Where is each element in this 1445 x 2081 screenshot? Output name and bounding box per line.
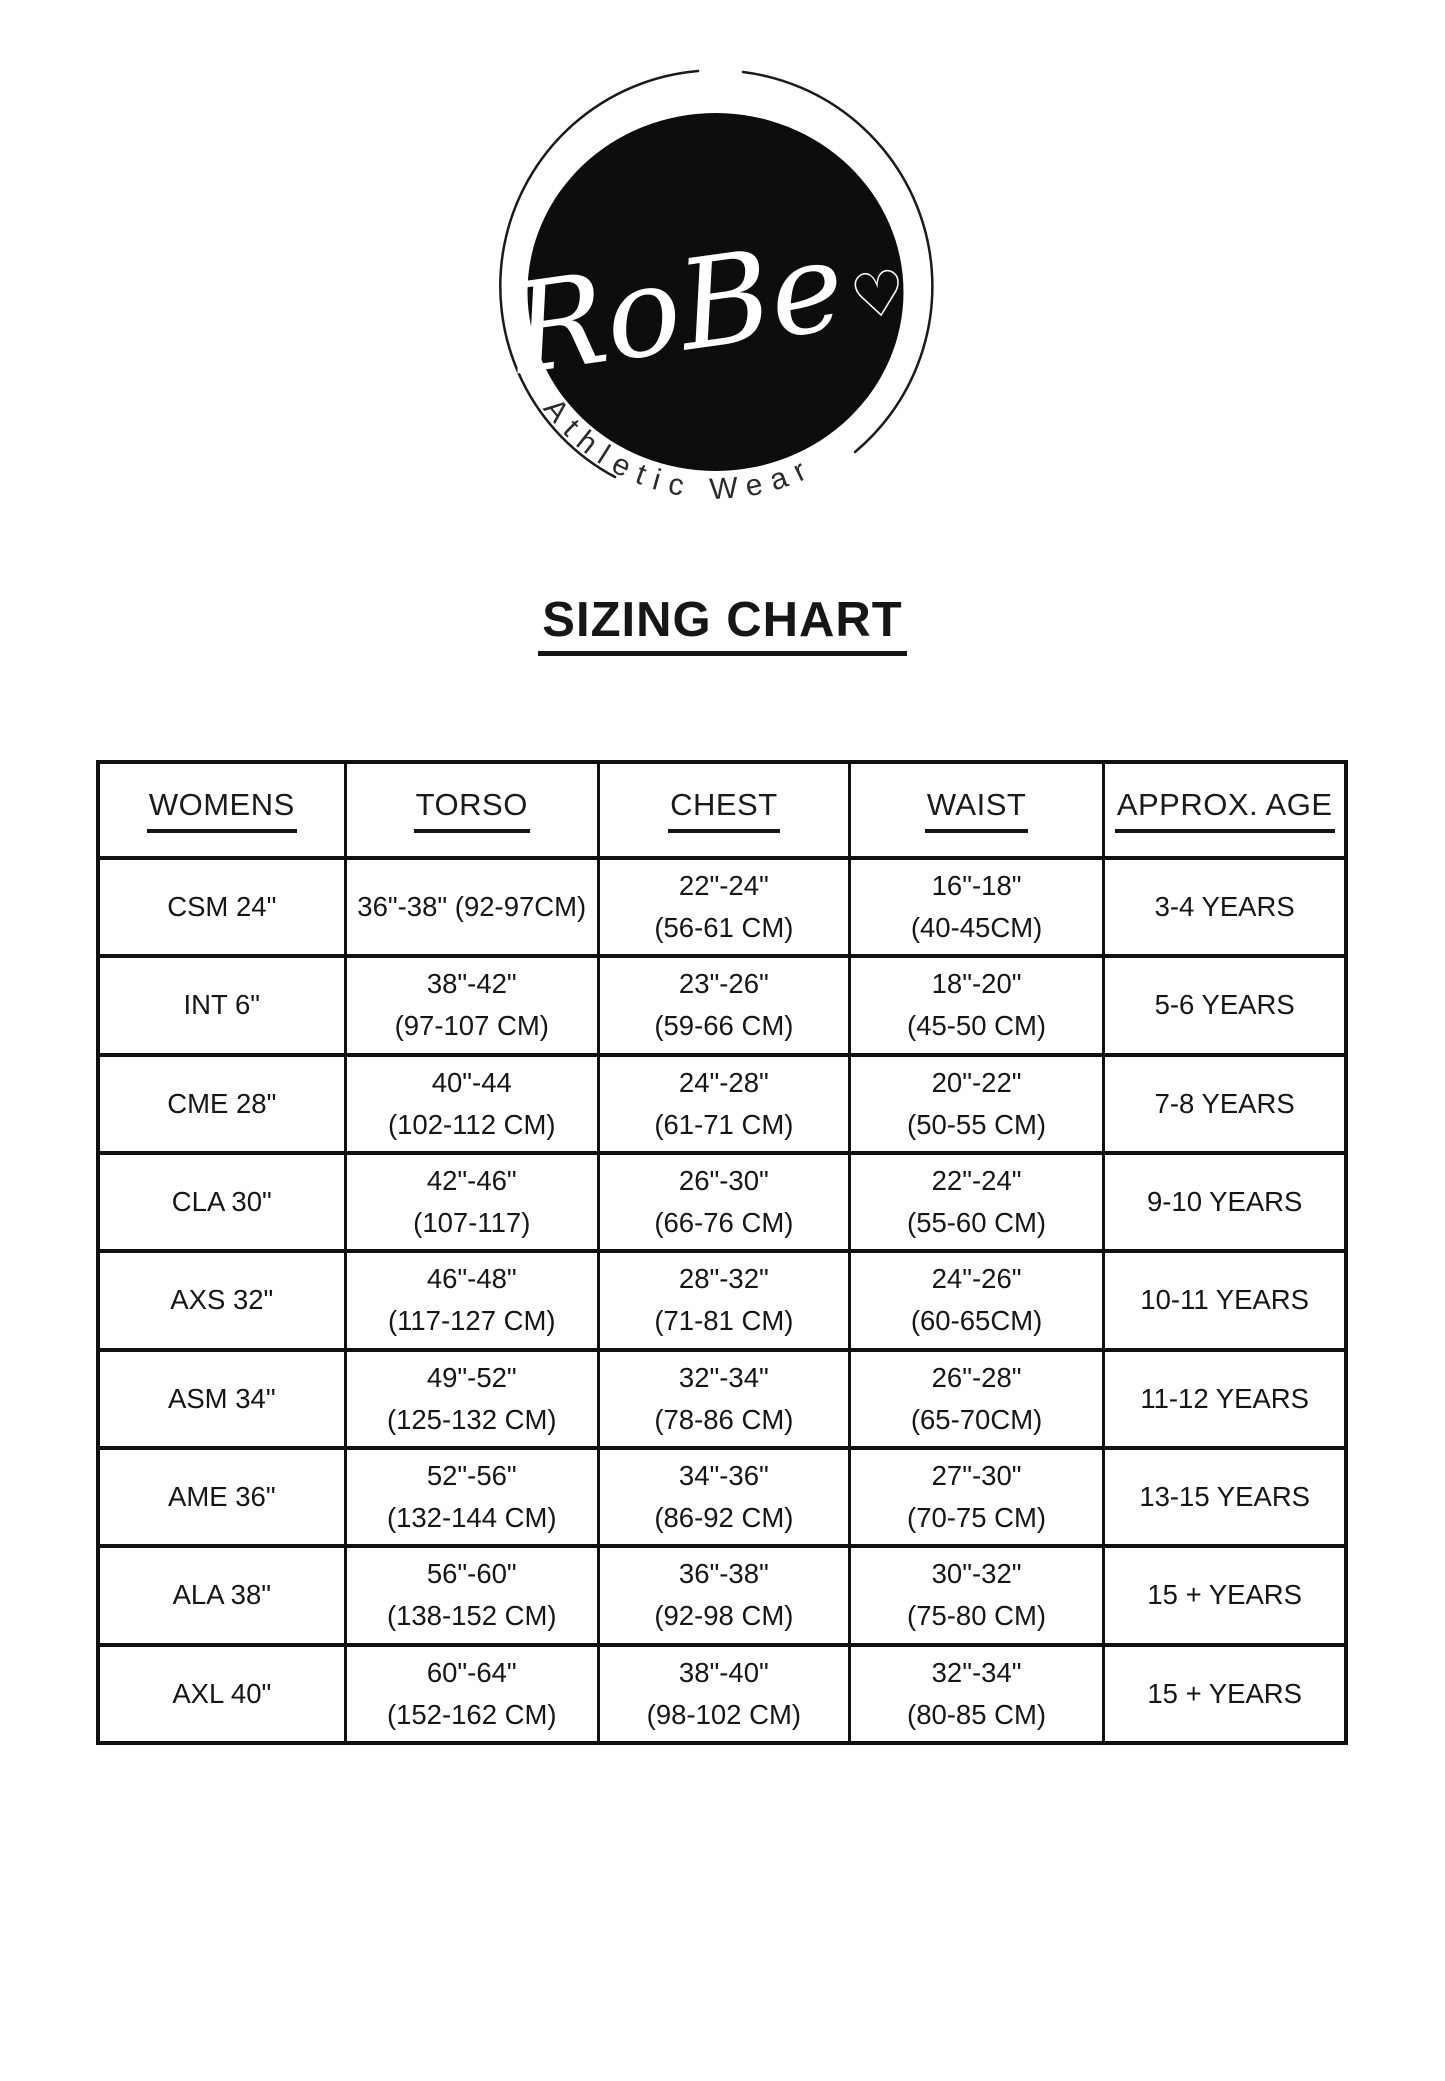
- cell-line: (125-132 CM): [386, 1403, 557, 1435]
- cell-line: 9-10 YEARS: [1146, 1186, 1303, 1218]
- cell-chest: [598, 1645, 849, 1743]
- brand-script-text: RoBe♡: [503, 213, 911, 403]
- cell-line: 26"-30": [678, 1165, 769, 1197]
- cell-waist: [849, 858, 1104, 956]
- cell-line: (92-98 CM): [654, 1600, 794, 1632]
- cell-womens: [98, 1251, 345, 1349]
- cell-line: 10-11 YEARS: [1140, 1284, 1310, 1316]
- table-row: [98, 1448, 1346, 1546]
- table-row: [98, 1153, 1346, 1251]
- cell-line: (98-102 CM): [646, 1698, 802, 1730]
- cell-line: 49"-52": [426, 1361, 517, 1393]
- cell-torso: [345, 1645, 598, 1743]
- cell-age: [1104, 1350, 1346, 1448]
- cell-womens: [98, 956, 345, 1054]
- cell-line: 11-12 YEARS: [1140, 1382, 1310, 1414]
- heart-icon: ♡: [845, 254, 911, 335]
- cell-waist: [849, 1153, 1104, 1251]
- cell-torso: [345, 1546, 598, 1644]
- cell-womens: [98, 1645, 345, 1743]
- cell-chest: [598, 956, 849, 1054]
- table-row: [98, 1645, 1346, 1743]
- cell-line: 22"-24": [931, 1165, 1022, 1197]
- cell-womens: [98, 1153, 345, 1251]
- header-chest: CHEST: [598, 762, 849, 858]
- cell-line: (61-71 CM): [654, 1108, 794, 1140]
- cell-line: 60"-64": [426, 1656, 517, 1688]
- cell-torso: [345, 858, 598, 956]
- cell-line: CSM 24": [167, 891, 277, 923]
- cell-line: (86-92 CM): [654, 1502, 794, 1534]
- cell-line: (97-107 CM): [394, 1010, 549, 1042]
- cell-line: 42"-46": [426, 1165, 517, 1197]
- table-row: [98, 1251, 1346, 1349]
- cell-line: (66-76 CM): [654, 1207, 794, 1239]
- table-row: [98, 1055, 1346, 1153]
- cell-line: (132-144 CM): [386, 1502, 557, 1534]
- cell-torso: [345, 1251, 598, 1349]
- cell-age: [1104, 1251, 1346, 1349]
- cell-age: [1104, 1153, 1346, 1251]
- cell-womens: [98, 1448, 345, 1546]
- cell-chest: [598, 1153, 849, 1251]
- cell-chest: [598, 1055, 849, 1153]
- cell-line: CME 28": [167, 1087, 277, 1119]
- cell-line: (70-75 CM): [907, 1502, 1047, 1534]
- cell-line: (40-45CM): [910, 912, 1043, 944]
- header-approx-age: APPROX. AGE: [1104, 762, 1346, 858]
- cell-chest: [598, 1251, 849, 1349]
- cell-chest: [598, 858, 849, 956]
- cell-line: 36"-38": [678, 1558, 769, 1590]
- header-torso: TORSO: [345, 762, 598, 858]
- cell-chest: [598, 1350, 849, 1448]
- tagline-text: Athletic Wear: [536, 392, 821, 507]
- cell-line: 20"-22": [931, 1066, 1022, 1098]
- cell-line: 16"-18": [931, 870, 1022, 902]
- cell-line: 24"-26": [931, 1263, 1022, 1295]
- cell-waist: [849, 1055, 1104, 1153]
- cell-line: 18"-20": [931, 968, 1022, 1000]
- cell-line: (117-127 CM): [387, 1305, 556, 1337]
- cell-line: 30"-32": [931, 1558, 1022, 1590]
- cell-line: 36"-38" (92-97CM): [357, 891, 587, 923]
- cell-womens: [98, 1055, 345, 1153]
- cell-line: (56-61 CM): [654, 912, 794, 944]
- page-title: SIZING CHART: [538, 592, 906, 656]
- cell-line: 23"-26": [678, 968, 769, 1000]
- cell-age: [1104, 956, 1346, 1054]
- cell-line: AME 36": [168, 1481, 276, 1513]
- cell-line: INT 6": [183, 989, 261, 1021]
- cell-age: [1104, 1055, 1346, 1153]
- cell-line: 56"-60": [426, 1558, 517, 1590]
- cell-line: (75-80 CM): [907, 1600, 1047, 1632]
- cell-line: 26"-28": [931, 1361, 1022, 1393]
- cell-line: (60-65CM): [910, 1305, 1043, 1337]
- cell-line: 32"-34": [931, 1656, 1022, 1688]
- cell-line: 7-8 YEARS: [1154, 1087, 1295, 1119]
- cell-line: 5-6 YEARS: [1154, 989, 1295, 1021]
- cell-waist: [849, 1448, 1104, 1546]
- cell-line: 52"-56": [426, 1460, 517, 1492]
- table-row: [98, 1546, 1346, 1644]
- cell-line: (55-60 CM): [907, 1207, 1047, 1239]
- cell-age: [1104, 1448, 1346, 1546]
- cell-line: ALA 38": [172, 1579, 272, 1611]
- cell-womens: [98, 858, 345, 956]
- cell-waist: [849, 1350, 1104, 1448]
- cell-line: (45-50 CM): [907, 1010, 1047, 1042]
- cell-torso: [345, 1055, 598, 1153]
- cell-womens: [98, 1350, 345, 1448]
- cell-line: (80-85 CM): [907, 1698, 1047, 1730]
- cell-line: 24"-28": [678, 1066, 769, 1098]
- cell-line: 46"-48": [426, 1263, 517, 1295]
- size-table: [96, 760, 1348, 1745]
- cell-line: (59-66 CM): [654, 1010, 794, 1042]
- cell-line: (78-86 CM): [654, 1403, 794, 1435]
- cell-line: 3-4 YEARS: [1154, 891, 1295, 923]
- table-row: [98, 956, 1346, 1054]
- cell-line: (102-112 CM): [387, 1108, 556, 1140]
- cell-line: (107-117): [413, 1207, 531, 1239]
- cell-line: (50-55 CM): [907, 1108, 1047, 1140]
- cell-torso: [345, 1448, 598, 1546]
- cell-torso: [345, 1153, 598, 1251]
- cell-age: [1104, 1546, 1346, 1644]
- cell-line: CLA 30": [171, 1186, 272, 1218]
- header-womens: WOMENS: [98, 762, 345, 858]
- cell-line: 15 + YEARS: [1147, 1677, 1303, 1709]
- cell-torso: [345, 1350, 598, 1448]
- cell-line: 28"-32": [678, 1263, 769, 1295]
- cell-womens: [98, 1546, 345, 1644]
- cell-line: 27"-30": [931, 1460, 1022, 1492]
- cell-waist: [849, 1546, 1104, 1644]
- cell-age: [1104, 858, 1346, 956]
- cell-line: 13-15 YEARS: [1139, 1481, 1311, 1513]
- cell-line: 38"-42": [426, 968, 517, 1000]
- cell-line: (71-81 CM): [654, 1305, 794, 1337]
- brand-logo-graphic: [496, 64, 956, 538]
- cell-age: [1104, 1645, 1346, 1743]
- cell-line: 38"-40": [678, 1656, 769, 1688]
- size-table-body: [98, 858, 1346, 1743]
- cell-line: 40"-44: [431, 1066, 512, 1098]
- cell-line: ASM 34": [168, 1382, 276, 1414]
- cell-chest: [598, 1448, 849, 1546]
- size-table-container: [96, 760, 1348, 1745]
- cell-line: (65-70CM): [910, 1403, 1043, 1435]
- cell-line: 34"-36": [678, 1460, 769, 1492]
- cell-waist: [849, 956, 1104, 1054]
- table-row: [98, 1350, 1346, 1448]
- header-row: [98, 762, 1346, 858]
- title-row: [0, 592, 1445, 656]
- cell-line: 15 + YEARS: [1147, 1579, 1303, 1611]
- cell-line: AXS 32": [170, 1284, 274, 1316]
- cell-line: (152-162 CM): [386, 1698, 557, 1730]
- cell-line: 22"-24": [678, 870, 769, 902]
- cell-torso: [345, 956, 598, 1054]
- cell-line: AXL 40": [172, 1677, 272, 1709]
- cell-waist: [849, 1251, 1104, 1349]
- cell-waist: [849, 1645, 1104, 1743]
- cell-line: (138-152 CM): [386, 1600, 557, 1632]
- brand-logo: [496, 64, 956, 538]
- table-row: [98, 858, 1346, 956]
- cell-line: 32"-34": [678, 1361, 769, 1393]
- header-waist: WAIST: [849, 762, 1104, 858]
- cell-chest: [598, 1546, 849, 1644]
